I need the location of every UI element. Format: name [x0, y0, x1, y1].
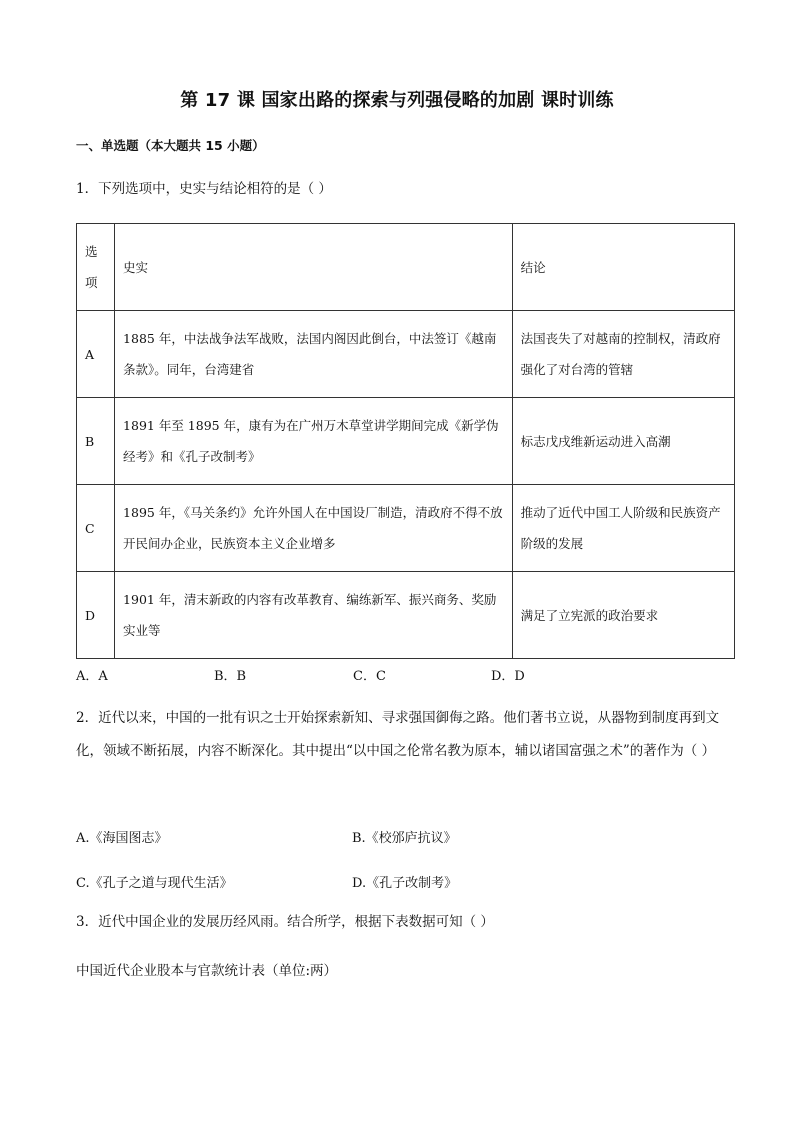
table-cell-conclusion: 推动了近代中国工人阶级和民族资产阶级的发展: [512, 485, 734, 572]
table-cell-conclusion: 法国丧失了对越南的控制权，清政府强化了对台湾的管辖: [512, 311, 734, 398]
choice-d[interactable]: D.《孔子改制考》: [352, 876, 458, 891]
table-row: [77, 398, 735, 485]
page-title: 第 17 课 国家出路的探索与列强侵略的加剧 课时训练: [180, 90, 614, 111]
table-row: [77, 572, 735, 659]
table-cell-option: D: [77, 572, 115, 659]
table-cell-fact: 1891 年至 1895 年，康有为在广州万木草堂讲学期间完成《新学伪经考》和《孔子改制考》: [115, 398, 513, 485]
question-1-stem: 1．下列选项中，史实与结论相符的是（ ）: [76, 181, 332, 197]
table-cell-option: B: [77, 398, 115, 485]
table-header-conclusion: 结论: [512, 224, 734, 311]
choice-b[interactable]: B.《校邠庐抗议》: [352, 831, 457, 846]
choice-d[interactable]: D．D: [491, 669, 525, 684]
choice-a[interactable]: A．A: [76, 669, 108, 684]
table-cell-conclusion: 满足了立宪派的政治要求: [512, 572, 734, 659]
choice-c[interactable]: C.《孔子之道与现代生活》: [76, 876, 233, 891]
table-header-row: [77, 224, 735, 311]
table-cell-fact: 1885 年，中法战争法军战败，法国内阁因此倒台，中法签订《越南条款》。同年，台湾建省: [115, 311, 513, 398]
table-cell-fact: 1895 年，《马关条约》允许外国人在中国设厂制造，清政府不得不放开民间办企业，民族资本主义企业增多: [115, 485, 513, 572]
table-cell-fact: 1901 年，清末新政的内容有改革教育、编练新军、振兴商务、奖励实业等: [115, 572, 513, 659]
table-header-fact: 史实: [115, 224, 513, 311]
choice-b[interactable]: B．B: [214, 669, 247, 684]
choice-a[interactable]: A.《海国图志》: [76, 831, 168, 846]
question-1-table: [76, 223, 735, 659]
question-3-table-caption: 中国近代企业股本与官款统计表（单位:两）: [76, 963, 338, 979]
table-cell-conclusion: 标志戊戌维新运动进入高潮: [512, 398, 734, 485]
table-header-option: 选项: [77, 224, 115, 311]
table-row: [77, 311, 735, 398]
table-cell-option: C: [77, 485, 115, 572]
question-2-stem: 2．近代以来，中国的一批有识之士开始探索新知、寻求强国御侮之路。他们著书立说，从器物到制度再到文化，领域不断拓展，内容不断深化。其中提出“以中国之伦常名教为原本，辅以诸国富强之术”的著作为（ ）: [76, 710, 720, 759]
choice-c[interactable]: C．C: [353, 669, 386, 684]
table-cell-option: A: [77, 311, 115, 398]
question-3-stem: 3．近代中国企业的发展历经风雨。结合所学，根据下表数据可知（ ）: [76, 914, 494, 930]
section-heading: 一、单选题（本大题共 15 小题）: [76, 138, 265, 153]
table-row: [77, 485, 735, 572]
